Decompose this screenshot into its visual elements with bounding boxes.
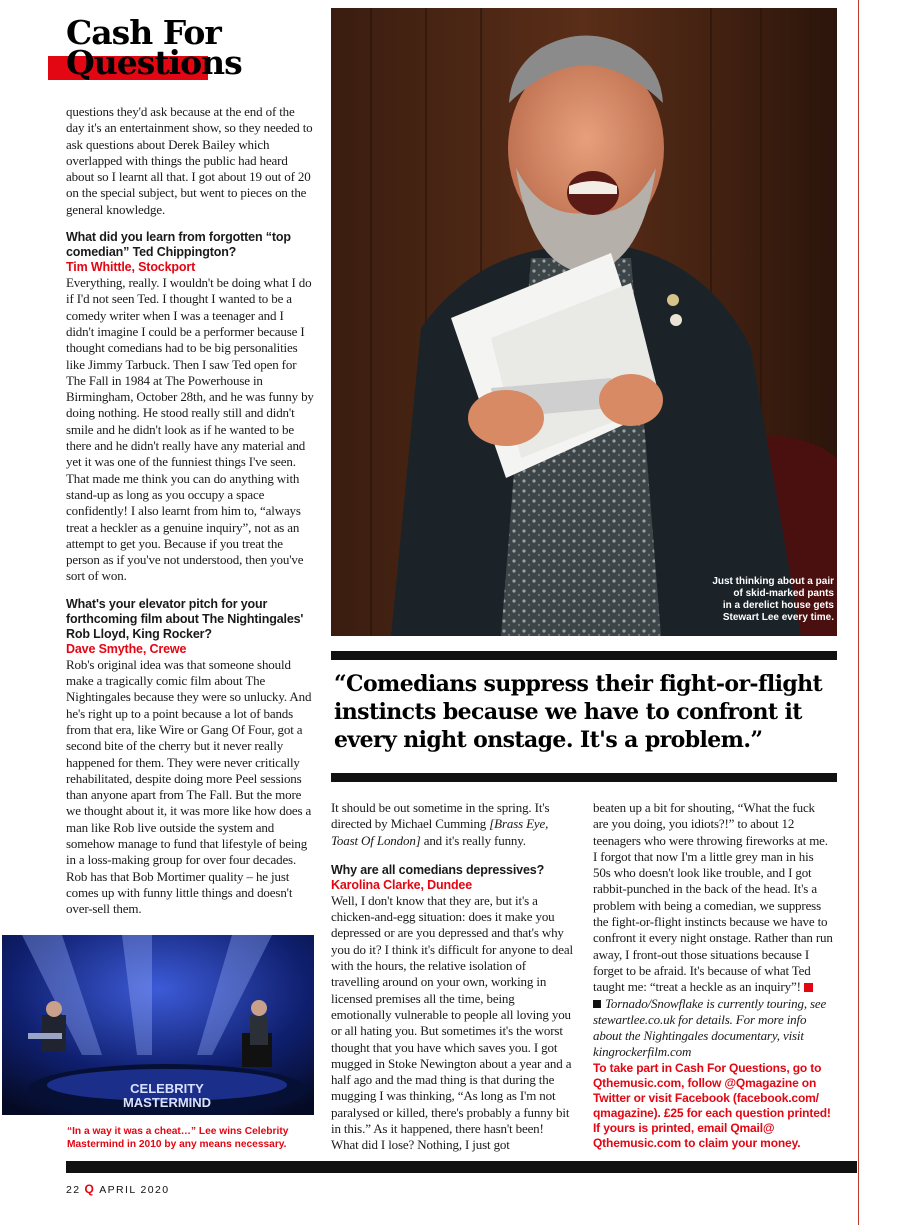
photo-caption-line: Just thinking about a pair bbox=[712, 576, 834, 587]
photo-caption-line: of skid-marked pants bbox=[733, 588, 834, 599]
column-3 bbox=[593, 800, 833, 1151]
stage-photo bbox=[2, 935, 314, 1115]
stage-logo-line1: CELEBRITY bbox=[130, 1081, 204, 1096]
question-heading: What's your elevator pitch for your forthcoming film about The Nightingales' Rob Lloyd, King Rocker? bbox=[66, 596, 304, 641]
question-heading: Why are all comedians depressives? bbox=[331, 862, 545, 877]
pull-quote: “Comedians suppress their fight-or-flight instincts because we have to confront it every night onstage. It's a problem.” bbox=[334, 671, 823, 753]
pull-quote-rule-top bbox=[331, 651, 837, 660]
photo-caption-line: in a derelict house gets bbox=[722, 600, 834, 611]
page-number: 22 bbox=[66, 1184, 81, 1196]
info-note-text: Tornado/Snowflake is currently touring, see stewartlee.co.uk for details. For more info about the Nightingales documentary, visit kingrockerfilm.com bbox=[593, 995, 827, 1060]
answer-text: beaten up a bit for shouting, “What the fuck are you doing, you idiots?!” to about 12 teenagers who were throwing fireworks at me. I forgot that now I'm a little grey man in his 50s who doesn't look like trouble, and I got rabbit-punched in the back of the head. It's a problem with being a comedian, we suppress the fight-or-flight instincts because we have to confront it every night onstage. Rather than run away, I front-out those situations because I forget to be afraid. It's because of what Ted taught me: “treat a heckle as an inquiry”! bbox=[593, 800, 833, 995]
end-mark-icon bbox=[804, 983, 813, 992]
folio bbox=[66, 1182, 169, 1196]
column-2 bbox=[331, 800, 574, 1154]
answer-intro: questions they'd ask because at the end of the day it's an entertainment show, so they needed to ask questions about Derek Bailey which overlapped with things the public had heard about so I learnt all that. I got about 19 out of 20 on the special subject, but went to pieces on the general knowledge. bbox=[66, 104, 313, 217]
page-edge bbox=[858, 0, 904, 1225]
question-author: Tim Whittle, Stockport bbox=[66, 260, 196, 275]
bullet-square-icon bbox=[593, 1000, 601, 1008]
pull-quote-rule-bottom bbox=[331, 773, 837, 782]
footer-rule bbox=[66, 1161, 857, 1173]
answer-text: Well, I don't know that they are, but it's a chicken-and-egg situation: does it make you depressed or are you depressed and that's why you do it? I think it's difficult for anyone to deal with the hours, the relative isolation of travelling around on your own, working in licensed premises all the time, being emotionally vulnerable to people all loving you or all hating you. But sometimes it's the worst thought that you have which saves you. I got mugged in Stoke Newington about a year and a half ago and the mad thing is that during the mugging I was thinking, “As long as I'm not paralysed or killed, there's probably a funny bit in this.” As it happened, there hasn't been! What did I lose? Nothing, I just got bbox=[331, 892, 573, 1153]
stage-logo-line2: MASTERMIND bbox=[122, 1095, 212, 1110]
question-author: Dave Smythe, Crewe bbox=[66, 641, 187, 656]
info-note bbox=[593, 996, 833, 1061]
answer-text: and it's really funny. bbox=[420, 832, 526, 848]
stage-photo-caption: “In a way it was a cheat…” Lee wins Celebrity Mastermind in 2010 by any means necessary. bbox=[67, 1126, 289, 1150]
answer-continued bbox=[593, 800, 833, 996]
question-heading: What did you learn from forgotten “top comedian” Ted Chippington? bbox=[66, 230, 291, 260]
q-logo-icon: Q bbox=[84, 1182, 96, 1196]
photo-caption bbox=[712, 576, 834, 624]
question-author: Karolina Clarke, Dundee bbox=[331, 877, 473, 892]
photo-caption-line: Stewart Lee every time. bbox=[722, 612, 834, 623]
section-title bbox=[66, 13, 242, 82]
answer-text: It should be out sometime in the spring. It's directed by Michael Cumming bbox=[331, 800, 550, 832]
answer-continued bbox=[331, 800, 574, 849]
column-1 bbox=[66, 104, 314, 917]
call-to-action: To take part in Cash For Questions, go to Qthemusic.com, follow @Qmagazine on Twitter or visit Facebook (facebook.com/ qmagazine). £25 for each question printed! If yours is printed, email Qmail@ Qthemusic.com to claim your money. bbox=[593, 1060, 831, 1150]
issue-date: APRIL 2020 bbox=[99, 1184, 170, 1196]
credits: [Brass Eye, Toast Of London] bbox=[331, 816, 549, 848]
answer-text: Everything, really. I wouldn't be doing what I do if I'd not seen Ted. I thought I wanted to be a comedy writer when I was a teenager and I didn't imagine I could be a performer because I thought comedians had to be big personalities like Jimmy Tarbuck. Then I saw Ted open for The Fall in 1984 at The Powerhouse in Birmingham, October 28th, and he was funny by doing nothing. He stood really still and didn't smile and he didn't look as if he wanted to be there and he didn't really have any material and yet it was one of the funniest things I've seen. That made me think you can do anything with stand-up as long as you occupy a space confidently! I also learnt from him to, “always treat a heckler as a genuine inquiry”, not as an attempt to get you. Because if you treat the person as if you've not understood, then you've sort of won. bbox=[66, 275, 314, 584]
answer-text: Rob's original idea was that someone should make a tragically comic film about The Nightingales because they were so unlucky. And he's right up to a point because a lot of bands from that era, like Wire or Gang Of Four, got a second bite of the cherry but it never really happened for them. They were never critically rehabilitated, despite doing more Peel sessions than anyone apart from The Fall. But the more we thought about it, it was more like how does a man like Rob live outside the system and somehow manage to fund that lifestyle of being in a loss-making group for over four decades. Rob has that Bob Mortimer quality – he just comes up with funny little things and doesn't over-sell them. bbox=[66, 656, 312, 917]
section-title-line2: Questions bbox=[66, 43, 242, 82]
section-title-line1: Cash For bbox=[66, 13, 221, 52]
main-photo bbox=[331, 8, 837, 636]
